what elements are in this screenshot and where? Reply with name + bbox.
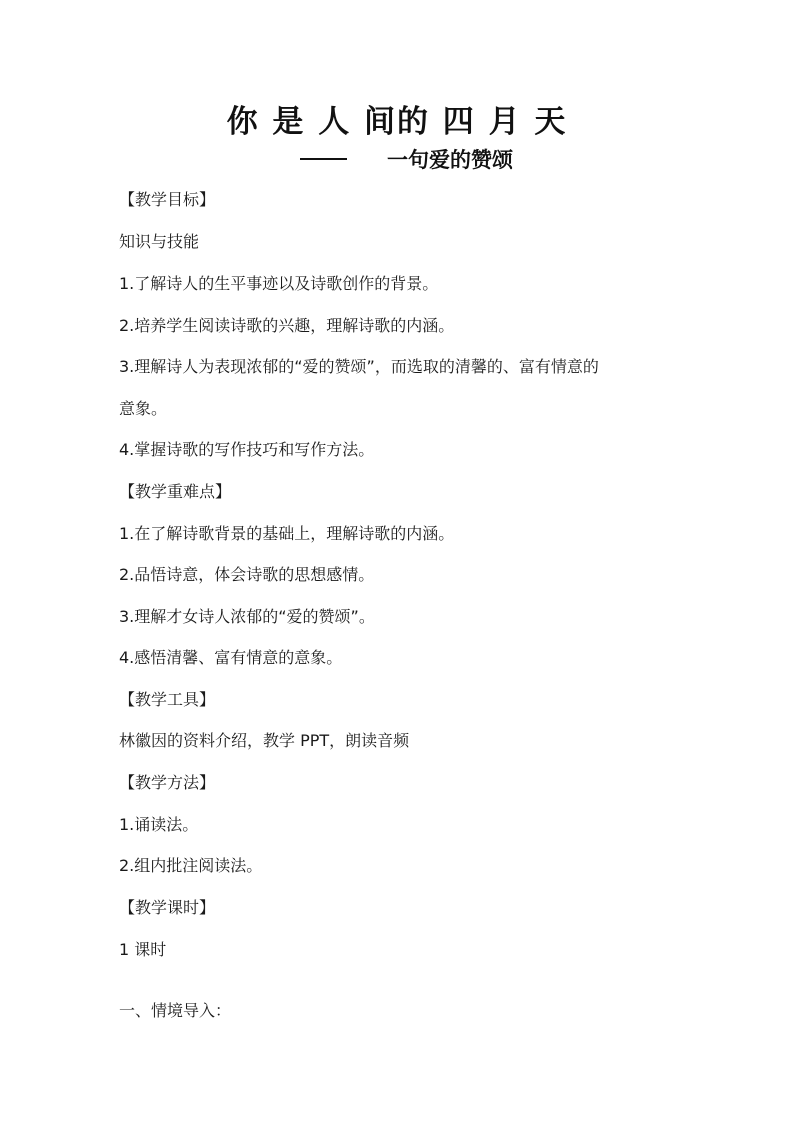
body-line: 2.品悟诗意，体会诗歌的思想感情。 [119, 565, 375, 584]
body-line: 林徽因的资料介绍，教学 PPT，朗读音频 [119, 731, 410, 750]
body-line: 1.诵读法。 [119, 815, 199, 834]
section-heading-intro: 一、情境导入： [119, 1001, 232, 1020]
subtitle-text: 一句爱的赞颂 [387, 148, 513, 172]
document-subtitle [300, 144, 513, 174]
document-title: 你 是 人 间的 四 月 天 [226, 104, 568, 140]
section-heading-objectives: 【教学目标】 [119, 190, 216, 209]
body-line: 1.了解诗人的生平事迹以及诗歌创作的背景。 [119, 274, 439, 293]
body-line: 2.培养学生阅读诗歌的兴趣，理解诗歌的内涵。 [119, 316, 455, 335]
body-line: 1.在了解诗歌背景的基础上，理解诗歌的内涵。 [119, 524, 455, 543]
section-heading-hours: 【教学课时】 [119, 898, 216, 917]
section-heading-methods: 【教学方法】 [119, 773, 216, 792]
body-line: 3.理解诗人为表现浓郁的“爱的赞颂”，而选取的清馨的、富有情意的 [119, 357, 599, 376]
section-heading-key-points: 【教学重难点】 [119, 482, 232, 501]
body-line: 知识与技能 [119, 232, 200, 251]
dash-rule [300, 158, 347, 160]
body-line: 4.感悟清馨、富有情意的意象。 [119, 648, 343, 667]
body-line: 意象。 [119, 399, 168, 418]
body-line: 2.组内批注阅读法。 [119, 856, 263, 875]
section-heading-tools: 【教学工具】 [119, 690, 216, 709]
body-line: 3.理解才女诗人浓郁的“爱的赞颂”。 [119, 607, 375, 626]
body-line: 1 课时 [119, 940, 167, 959]
body-line: 4.掌握诗歌的写作技巧和写作方法。 [119, 440, 375, 459]
